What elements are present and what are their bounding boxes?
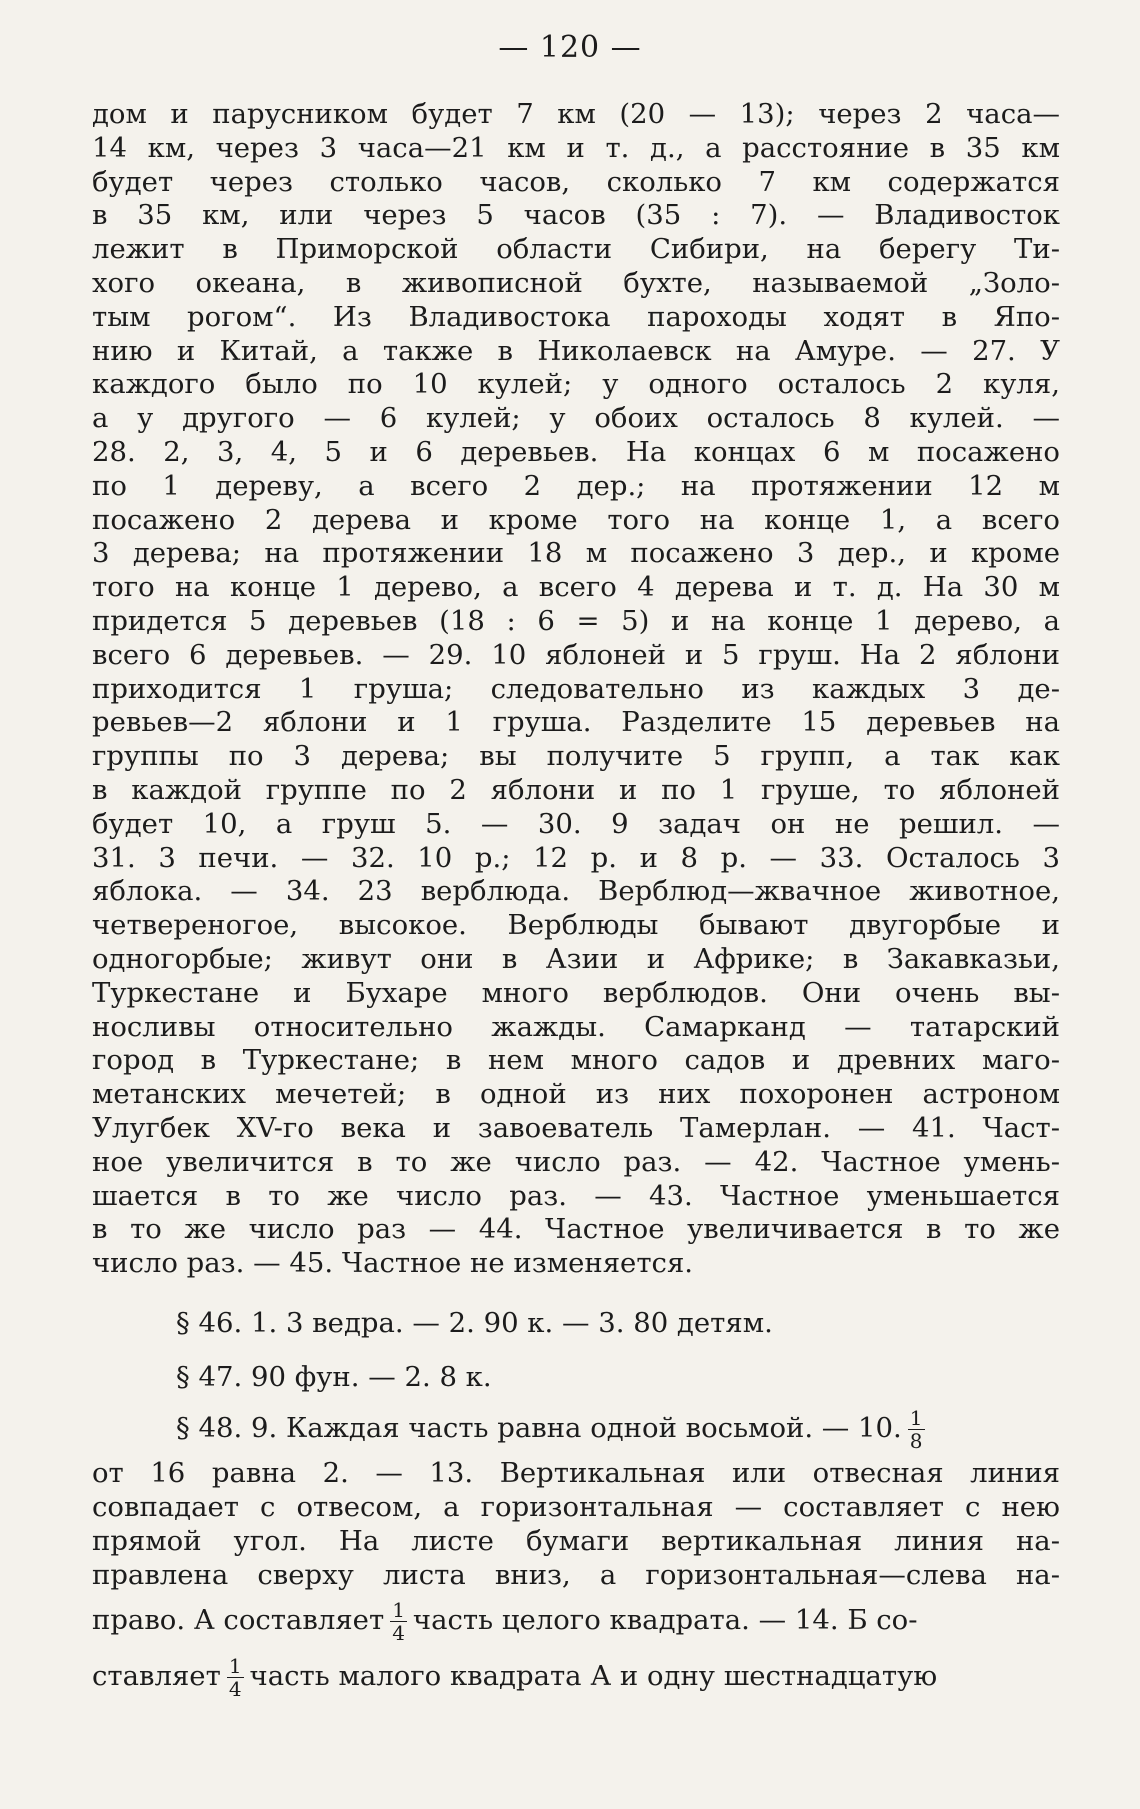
section-48-line: совпадает с отвесом, а горизонтальная — составляет с нею [92,1491,1060,1523]
text-line: в 35 км, или через 5 часов (35 : 7). — Владивосток [92,199,1060,232]
text-line: 3 дерева; на протяжении 18 м посажено 3 дер., и кроме [92,537,1060,570]
section-46 [92,1306,1060,1340]
text-line: а у другого — 6 кулей; у обоих осталось 8 кулей. — [92,402,1060,435]
section-46-text: § 46. 1. 3 ведра. — 2. 90 к. — 3. 80 детям. [176,1307,773,1339]
text-line: по 1 дереву, а всего 2 дер.; на протяжении 12 м [92,469,1060,502]
section-48-line [92,1592,1060,1648]
section-48-text: § 48. 9. Каждая часть равна одной восьмой. — 10. [176,1412,902,1444]
section-48-line: от 16 равна 2. — 13. Вертикальная или отвесная линия [92,1457,1060,1489]
text-line: приходится 1 груша; следовательно из каждых 3 де- [92,672,1060,705]
section-48-line [92,1400,1060,1456]
text-line: яблока. — 34. 23 верблюда. Верблюд—жвачное животное, [92,875,1060,908]
fraction-numerator: 1 [392,1598,405,1622]
text-line: всего 6 деревьев. — 29. 10 яблоней и 5 груш. На 2 яблони [92,638,1060,671]
text-line: метанских мечетей; в одной из них похоронен астроном [92,1078,1060,1111]
answers-block [92,98,1060,1281]
text-line: город в Туркестане; в нем много садов и древних маго- [92,1044,1060,1077]
text-line: ревьев—2 яблони и 1 груша. Разделите 15 деревьев на [92,706,1060,739]
text-line: 28. 2, 3, 4, 5 и 6 деревьев. На концах 6 м посажено [92,435,1060,468]
text-line: каждого было по 10 кулей; у одного осталось 2 куля, [92,368,1060,401]
text-line: число раз. — 45. Частное не изменяется. [92,1247,694,1280]
page-number: — 120 — [498,30,642,65]
text-line: придется 5 деревьев (18 : 6 = 5) и на конце 1 дерево, а [92,604,1060,637]
text-line: шается в то же число раз. — 43. Частное уменьшается [92,1179,1060,1212]
fraction-denominator: 4 [392,1621,405,1645]
section-48 [92,1400,1060,1704]
section-48-text: ставляет [92,1660,221,1692]
section-48-line: прямой угол. На листе бумаги вертикальная линия на- [92,1525,1060,1557]
section-48-text: право. А составляет [92,1604,385,1636]
text-line: хого океана, в живописной бухте, называемой „Золо- [92,266,1060,299]
section-48-line [92,1648,1060,1704]
fraction-numerator: 1 [228,1654,242,1678]
fraction [908,1407,925,1452]
text-line: носливы относительно жажды. Самарканд — татарский [92,1010,1060,1043]
text-line: одногорбые; живут они в Азии и Африке; в Закавказьи, [92,942,1060,975]
text-line: Туркестане и Бухаре много верблюдов. Они очень вы- [92,976,1060,1009]
text-line: посажено 2 дерева и кроме того на конце 1, а всего [92,503,1060,536]
text-line: в каждой группе по 2 яблони и по 1 груше, то яблоней [92,773,1060,806]
text-line: того на конце 1 дерево, а всего 4 дерева и т. д. На 30 м [92,571,1060,604]
text-line: в то же число раз — 44. Частное увеличивается в то же [92,1213,1060,1246]
section-48-line: правлена сверху листа вниз, а горизонтальная—слева на- [92,1559,1060,1591]
text-line: дом и парусником будет 7 км (20 — 13); через 2 часа— [92,98,1060,130]
text-line: четвереногое, высокое. Верблюды бывают двугорбые и [92,909,1060,942]
text-line: 14 км, через 3 часа—21 км и т. д., а расстояние в 35 км [92,131,1060,164]
fraction [227,1655,244,1700]
text-line: нию и Китай, а также в Николаевск на Амуре. — 27. У [92,334,1060,367]
text-line: лежит в Приморской области Сибири, на берегу Ти- [92,233,1060,266]
text-line: группы по 3 дерева; вы получите 5 групп, а так как [92,740,1060,773]
text-line: будет через столько часов, сколько 7 км содержатся [92,165,1060,198]
section-48-text: часть целого квадрата. — 14. Б со- [412,1604,918,1636]
text-line: тым рогом“. Из Владивостока пароходы ходят в Япо- [92,300,1060,333]
section-47 [92,1360,1060,1394]
text-line: будет 10, а груш 5. — 30. 9 задач он не решил. — [92,807,1060,840]
fraction-denominator: 8 [909,1429,923,1453]
fraction [390,1599,407,1644]
section-48-text: часть малого квадрата А и одну шестнадцатую [249,1660,938,1692]
section-47-text: § 47. 90 фун. — 2. 8 к. [176,1361,492,1393]
fraction-denominator: 4 [228,1677,242,1701]
text-line: ное увеличится в то же число раз. — 42. Частное умень- [92,1145,1060,1178]
fraction-numerator: 1 [909,1406,923,1430]
text-line: Улугбек XV-го века и завоеватель Тамерлан. — 41. Част- [92,1111,1060,1144]
text-line: 31. 3 печи. — 32. 10 р.; 12 р. и 8 р. — 33. Осталось 3 [92,841,1060,874]
